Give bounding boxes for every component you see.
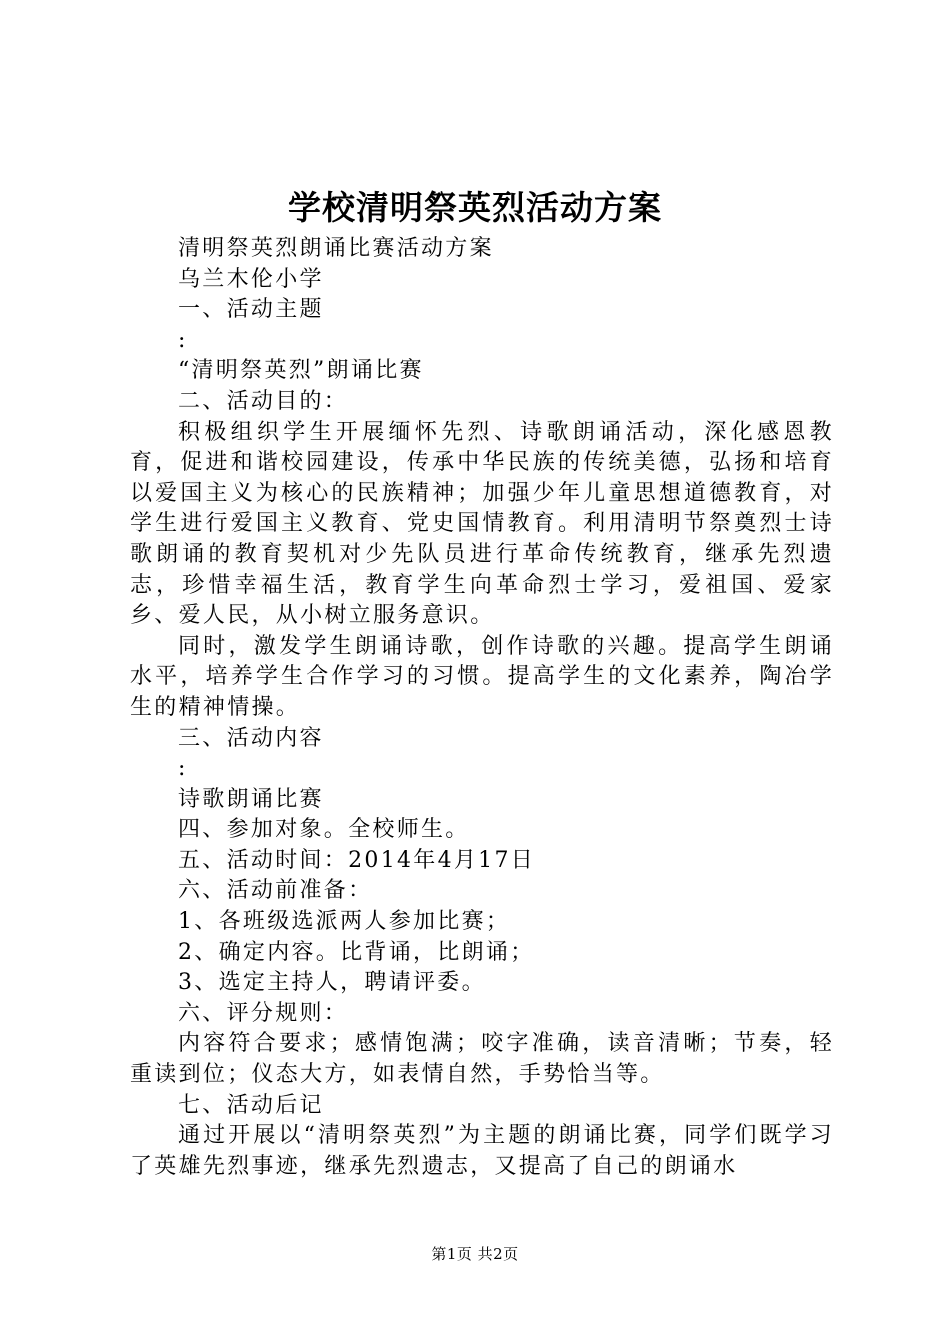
section6-heading: 六、活动前准备：	[178, 878, 373, 904]
school-line: 乌兰木伦小学	[178, 266, 324, 292]
section2-paragraph-2: 同时，激发学生朗诵诗歌，创作诗歌的兴趣。提高学生朗诵水平，培养学生合作学习的习惯。提高学生的文化素养，陶冶学生的精神情操。	[130, 633, 834, 720]
section3-heading: 三、活动内容	[178, 725, 324, 751]
scoring-paragraph: 内容符合要求；感情饱满；咬字准确，读音清晰；节奏，轻重读到位；仪态大方，如表情自然，手势恰当等。	[130, 1031, 834, 1088]
document-body	[130, 234, 834, 1182]
section7-heading: 七、活动后记	[178, 1092, 324, 1118]
section3-content: 诗歌朗诵比赛	[178, 786, 324, 812]
section7-paragraph: 通过开展以“清明祭英烈”为主题的朗诵比赛，同学们既学习了英雄先烈事迹，继承先烈遗志，又提高了自己的朗诵水	[130, 1123, 834, 1179]
section4-line: 四、参加对象。全校师生。	[178, 817, 470, 843]
section5-line: 五、活动时间：2014年4月17日	[178, 847, 536, 873]
prep-item-2: 2、确定内容。比背诵，比朗诵；	[178, 939, 535, 965]
section1-colon: :	[178, 327, 188, 353]
page-footer: 第1页 共2页	[431, 1245, 519, 1263]
subtitle-line: 清明祭英烈朗诵比赛活动方案	[178, 236, 494, 261]
section2-paragraph-1: 积极组织学生开展缅怀先烈、诗歌朗诵活动，深化感恩教育，促进和谐校园建设，传承中华民族的传统美德，弘扬和培育以爱国主义为核心的民族精神；加强少年儿童思想道德教育，对学生进行爱国主义教育、党史国情教育。利用清明节祭奠烈士诗歌朗诵的教育契机对少先队员进行革命传统教育，继承先烈遗志，珍惜幸福生活，教育学生向革命烈士学习，爱祖国、爱家乡、爱人民，从小树立服务意识。	[130, 419, 834, 629]
section1-theme: “清明祭英烈”朗诵比赛	[178, 358, 424, 384]
section3-colon: :	[178, 756, 188, 782]
scoring-heading: 六、评分规则：	[178, 1000, 349, 1026]
document-title: 学校清明祭英烈活动方案	[288, 188, 662, 227]
section1-heading: 一、活动主题	[178, 297, 324, 323]
prep-item-1: 1、各班级选派两人参加比赛；	[178, 909, 511, 935]
section2-heading: 二、活动目的：	[178, 388, 349, 414]
prep-item-3: 3、选定主持人，聘请评委。	[178, 970, 486, 996]
